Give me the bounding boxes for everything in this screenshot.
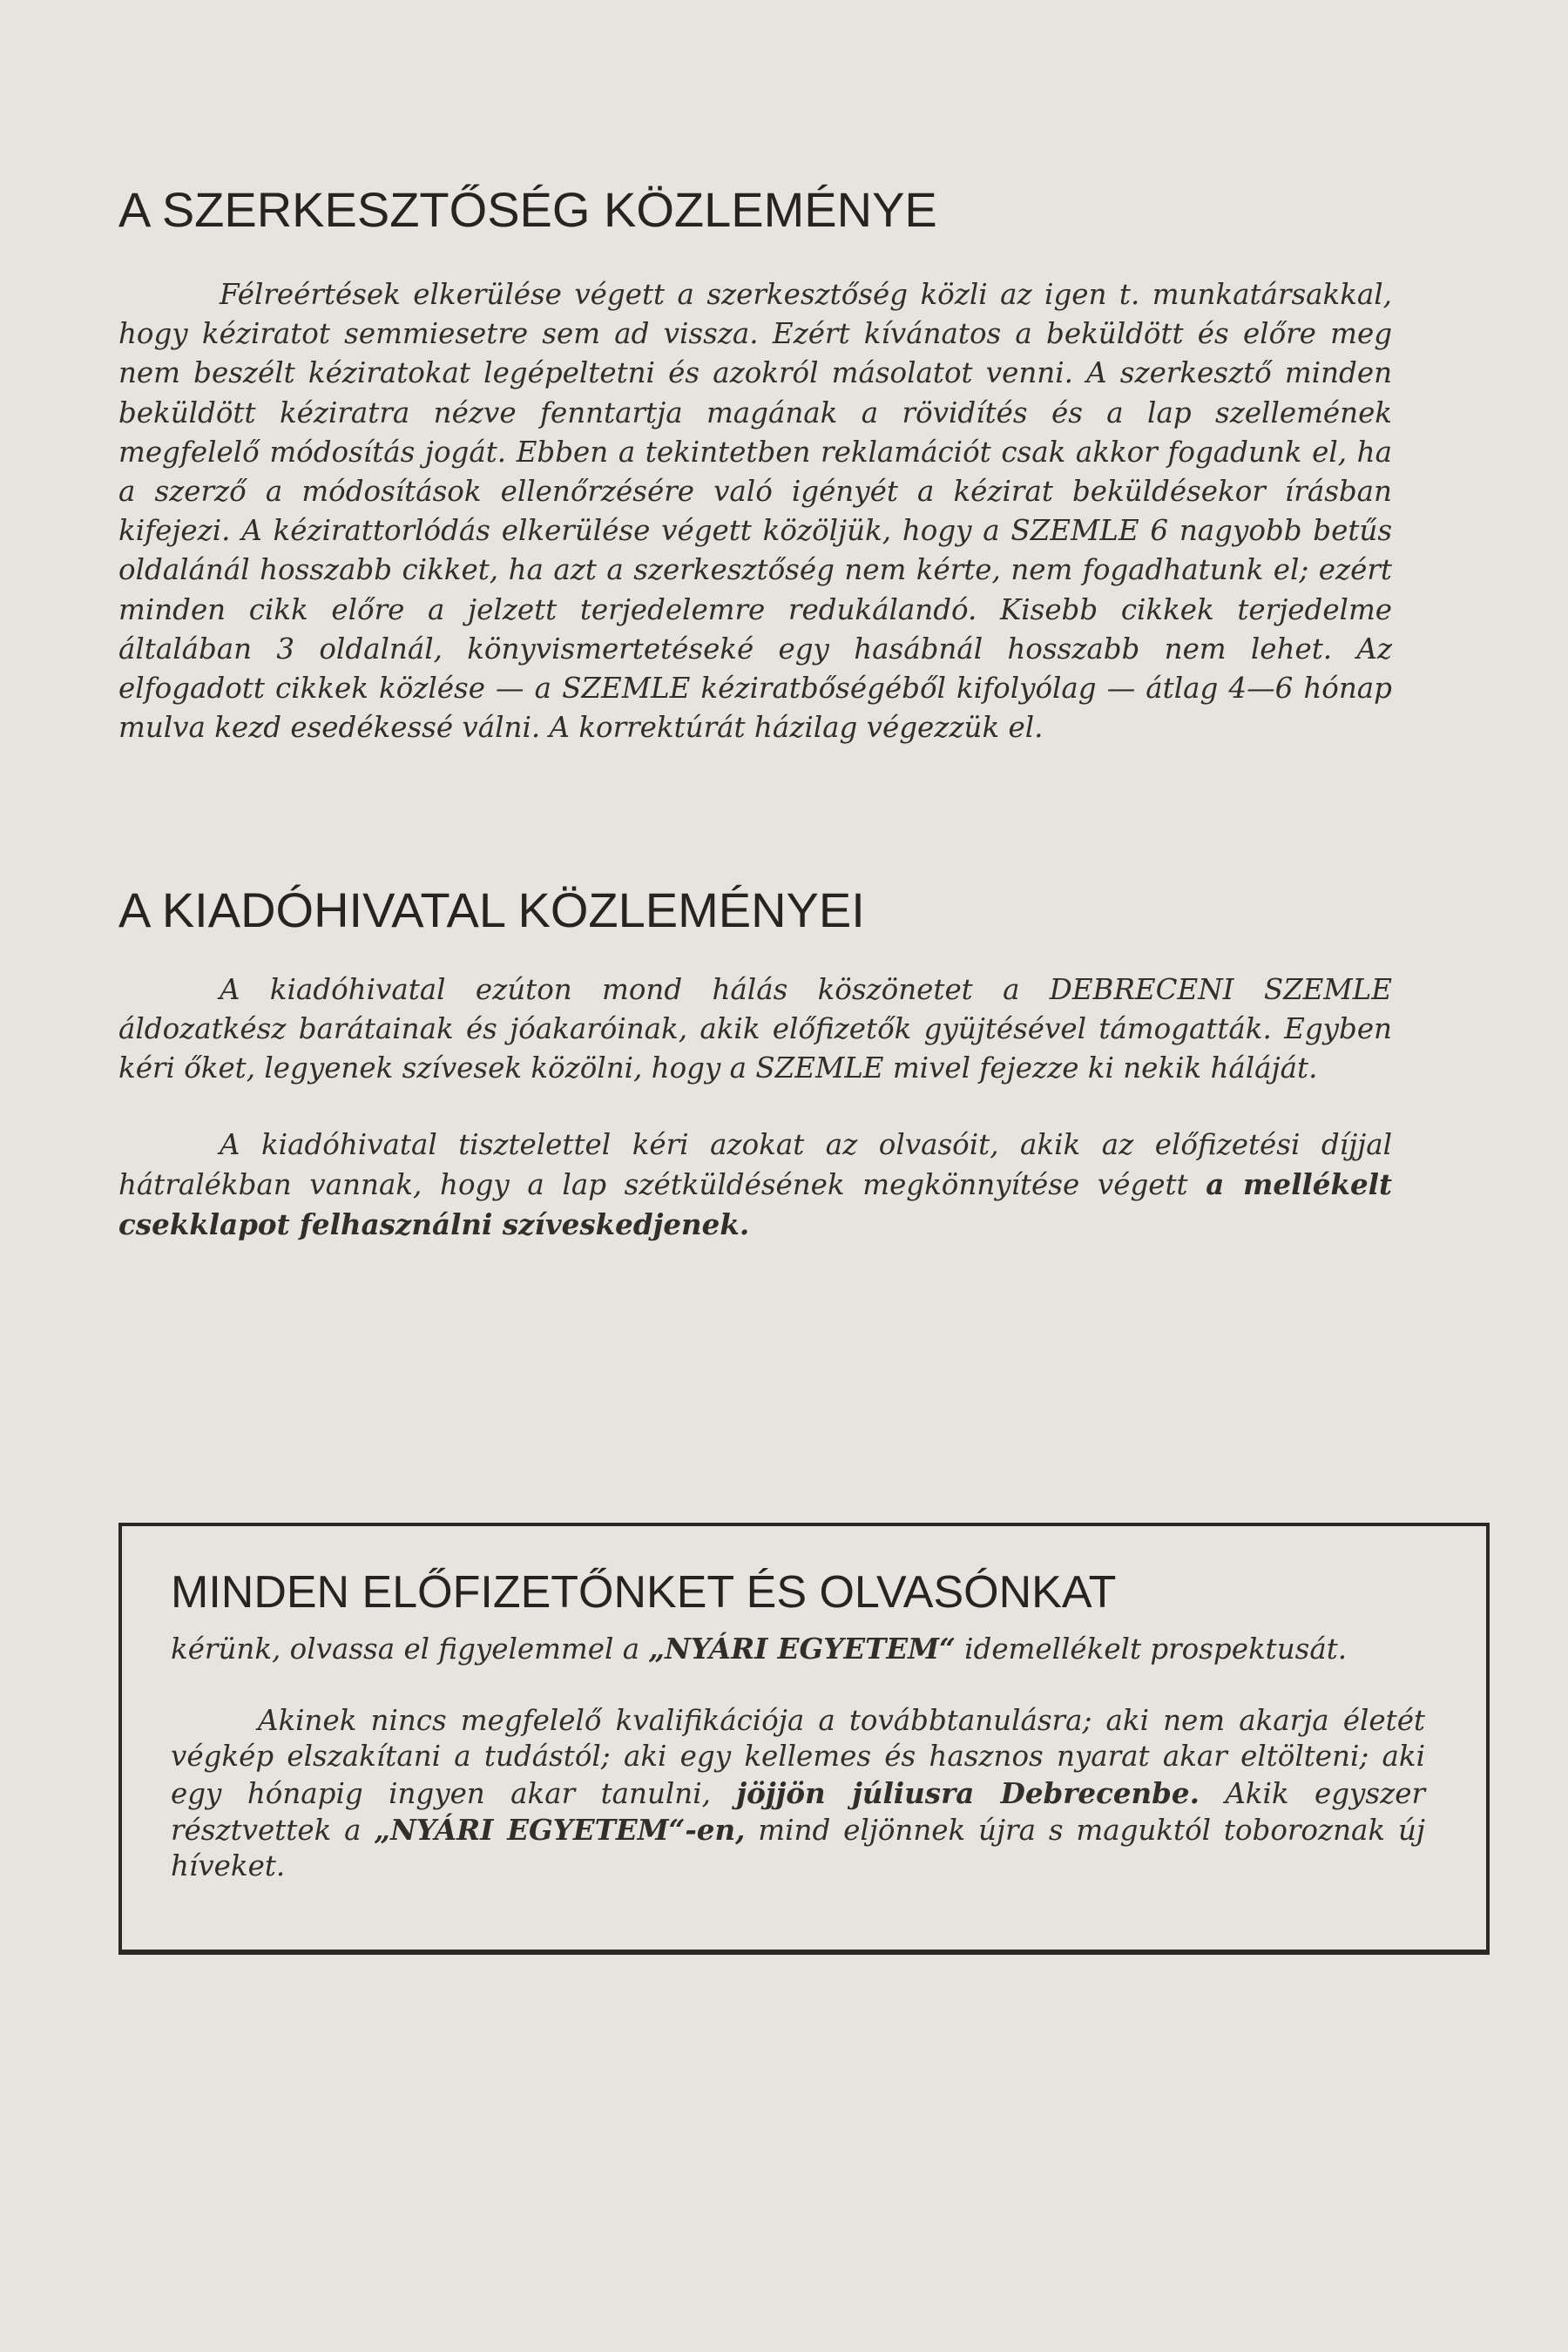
- arrears-request-text: A kiadóhivatal tisztelettel kéri azokat az olvasóit, akik az előfizetési díjjal hátralékban vannak, hogy a lap szétküldésének megkönnyítése végett: [118, 1128, 1392, 1202]
- publisher-notice-paragraph-1: [118, 970, 1392, 1089]
- notice-box-paragraph-2: [171, 1703, 1425, 1884]
- publisher-notice-paragraph-2: [118, 1125, 1392, 1246]
- notice-text-part: Akinek nincs megfelelő kvalifikációja a továbbtanulásra; aki nem akarja életét végkép elszakítani a tudástól; aki egy kellemes és hasznos nyarat akar eltölteni; aki egy hónapig ingyen akar tanulni,: [171, 1704, 1425, 1810]
- cheque-instruction-text: a mellékelt csekklapot felhasználni szíveskedjenek.: [118, 1167, 1392, 1242]
- notice-box-title: MINDEN ELŐFIZETŐNKET ÉS OLVASÓNKAT: [171, 1567, 1117, 1618]
- notice-text-part: mind eljönnek újra s maguktól toboroznak új híveket.: [171, 1813, 1425, 1883]
- notice-box-paragraph-1: [171, 1631, 1425, 1667]
- come-to-debrecen-text: jöjjön júliusra Debrecenbe.: [736, 1775, 1200, 1810]
- notice-text-part: idemellékelt prospektusát.: [955, 1632, 1348, 1666]
- publisher-thanks-text: A kiadóhivatal ezúton mond hálás köszönetet a DEBRECENI SZEMLE áldozatkész barátainak és jóakaróinak, akik előfizetők gyüjtésével támogatták. Egyben kéri őket, legyenek szívesek közölni, hogy a SZEMLE mivel fejezze ki nekik háláját.: [118, 973, 1392, 1085]
- editorial-notice-text: [118, 275, 1392, 747]
- notice-text-part: kérünk, olvassa el figyelemmel a: [171, 1632, 649, 1666]
- summer-university-name: „NYÁRI EGYETEM“-en,: [374, 1812, 746, 1847]
- editorial-notice-body: Félreértések elkerülése végett a szerkesztőség közli az igen t. munkatársakkal, hogy kéziratot semmiesetre sem ad vissza. Ezért kívánatos a beküldött és előre meg nem beszélt kéziratokat legépeltetni és azokról másolatot venni. A szerkesztő minden beküldött kéziratra nézve fenntartja magának a rövidítés és a lap szellemének megfelelő módosítás jogát. Ebben a tekintetben reklamációt csak akkor fogadunk el, ha a szerző a módosítások ellenőrzésére való igényét a kézirat beküldésekor írásban kifejezi. A kézirattorlódás elkerülése végett közöljük, hogy a SZEMLE 6 nagyobb betűs oldalánál hosszabb cikket, ha azt a szerkesztőség nem kérte, nem fogadhatunk el; ezért minden cikk előre a jelzett terjedelemre redukálandó. Kisebb cikkek terjedelme általában 3 oldalnál, könyvismertetéseké egy hasábnál hosszabb nem lehet. Az elfogadott cikkek közlése — a SZEMLE kéziratbőségéből kifolyólag — átlag 4—6 hónap mulva kezd esedékessé válni. A korrektúrát házilag végezzük el.: [118, 278, 1392, 745]
- summer-university-notice-box: [118, 1523, 1490, 1955]
- summer-university-name: „NYÁRI EGYETEM“: [648, 1632, 956, 1666]
- notice-text-part: Akik egyszer résztvettek a: [171, 1776, 1425, 1847]
- editorial-notice-heading: A SZERKESZTŐSÉG KÖZLEMÉNYE: [118, 182, 937, 237]
- publisher-notices-heading: A KIADÓHIVATAL KÖZLEMÉNYEI: [118, 882, 865, 937]
